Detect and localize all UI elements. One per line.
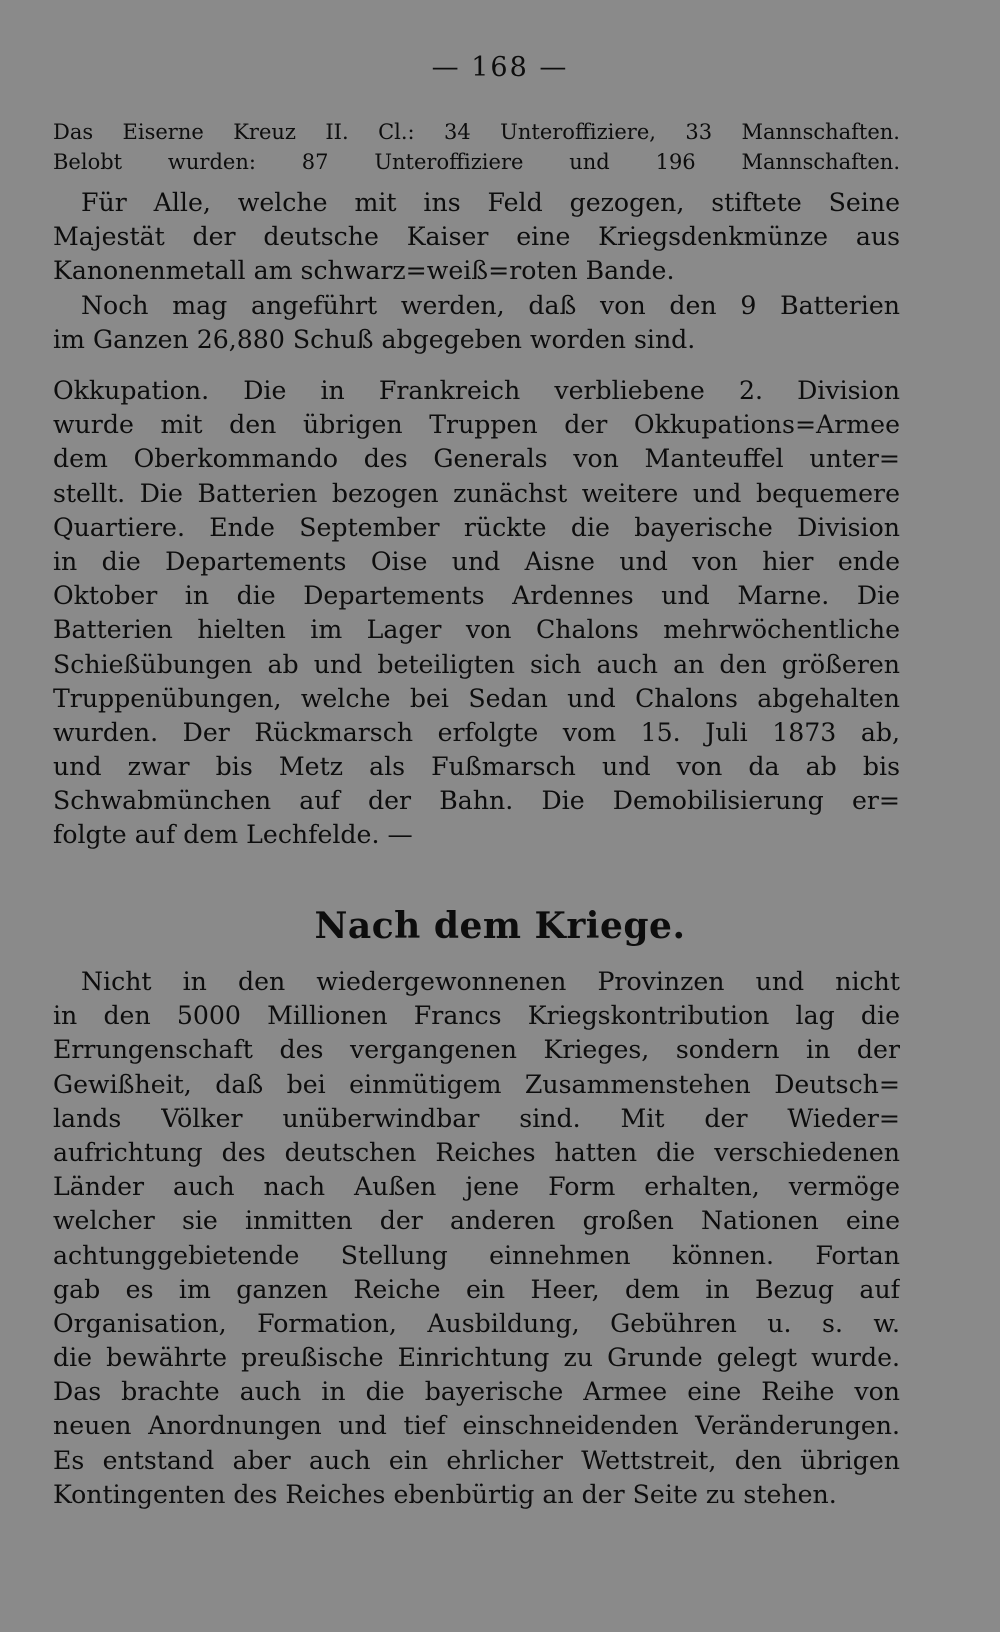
text-line: achtunggebietende Stellung einnehmen können. Fortan xyxy=(53,1240,900,1270)
paragraph-memorial-coin xyxy=(53,186,900,289)
text-line: Quartiere. Ende September rückte die bayerische Division xyxy=(53,512,900,542)
section-heading: Nach dem Kriege. xyxy=(314,905,686,947)
text-line: Nicht in den wiedergewonnenen Provinzen und nicht xyxy=(81,967,900,996)
page-number: — 168 — xyxy=(431,52,569,83)
text-line: und zwar bis Metz als Fußmarsch und von da ab bis xyxy=(53,752,900,782)
text-line: dem Oberkommando des Generals von Manteuffel unter= xyxy=(53,444,900,474)
paragraph-shots-fired xyxy=(53,289,900,357)
text-line: Majestät der deutsche Kaiser eine Kriegsdenkmünze aus xyxy=(53,222,900,252)
text-line: Für Alle, welche mit ins Feld gezogen, stiftete Seine xyxy=(81,188,900,217)
text-line: Truppenübungen, welche bei Sedan und Chalons abgehalten xyxy=(53,683,900,713)
text-line: lands Völker unüberwindbar sind. Mit der Wieder= xyxy=(53,1103,900,1133)
text-line: im Ganzen 26,880 Schuß abgegeben worden sind. xyxy=(53,325,696,355)
text-line: Länder auch nach Außen jene Form erhalten, vermöge xyxy=(53,1172,900,1202)
paragraph-after-war xyxy=(53,965,900,1512)
text-line: welcher sie inmitten der anderen großen Nationen eine xyxy=(53,1206,900,1236)
text-line: Gewißheit, daß bei einmütigem Zusammenstehen Deutsch= xyxy=(53,1069,900,1099)
text-line: folgte auf dem Lechfelde. — xyxy=(53,820,413,850)
text-line: Es entstand aber auch ein ehrlicher Wettstreit, den übrigen xyxy=(53,1445,900,1475)
text-line: Das brachte auch in die bayerische Armee eine Reihe von xyxy=(53,1377,900,1407)
text-line: Errungenschaft des vergangenen Krieges, sondern in der xyxy=(53,1035,900,1065)
text-line: Oktober in die Departements Ardennes und Marne. Die xyxy=(53,581,900,611)
text-line: Organisation, Formation, Ausbildung, Gebühren u. s. w. xyxy=(53,1308,900,1338)
award-line: Belobt wurden: 87 Unteroffiziere und 196 Mannschaften. xyxy=(53,150,900,175)
text-line: in die Departements Oise und Aisne und von hier ende xyxy=(53,546,900,576)
text-line: die bewährte preußische Einrichtung zu Grunde gelegt wurde. xyxy=(53,1343,900,1373)
text-line: Kanonenmetall am schwarz=weiß=roten Bande. xyxy=(53,256,675,286)
text-line: Schießübungen ab und beteiligten sich auch an den größeren xyxy=(53,649,900,679)
text-line: neuen Anordnungen und tief einschneidenden Veränderungen. xyxy=(53,1411,900,1441)
text-line: wurde mit den übrigen Truppen der Okkupations=Armee xyxy=(53,410,900,440)
paragraph-occupation xyxy=(53,374,900,853)
text-line: Batterien hielten im Lager von Chalons mehrwöchentliche xyxy=(53,615,900,645)
text-line: aufrichtung des deutschen Reiches hatten die verschiedenen xyxy=(53,1137,900,1167)
award-line: Das Eiserne Kreuz II. Cl.: 34 Unteroffiziere, 33 Mannschaften. xyxy=(53,120,900,144)
text-line: stellt. Die Batterien bezogen zunächst weitere und bequemere xyxy=(53,478,900,508)
text-line: Kontingenten des Reiches ebenbürtig an der Seite zu stehen. xyxy=(53,1479,837,1509)
text-line: in den 5000 Millionen Francs Kriegskontribution lag die xyxy=(53,1001,900,1031)
text-line: gab es im ganzen Reiche ein Heer, dem in Bezug auf xyxy=(53,1274,900,1304)
text-line: Noch mag angeführt werden, daß von den 9 Batterien xyxy=(81,291,900,320)
text-line: wurden. Der Rückmarsch erfolgte vom 15. Juli 1873 ab, xyxy=(53,717,900,747)
text-line: Schwabmünchen auf der Bahn. Die Demobilisierung er= xyxy=(53,786,900,816)
text-line: Okkupation. Die in Frankreich verbliebene 2. Division xyxy=(53,376,900,405)
awards-list xyxy=(53,115,900,179)
